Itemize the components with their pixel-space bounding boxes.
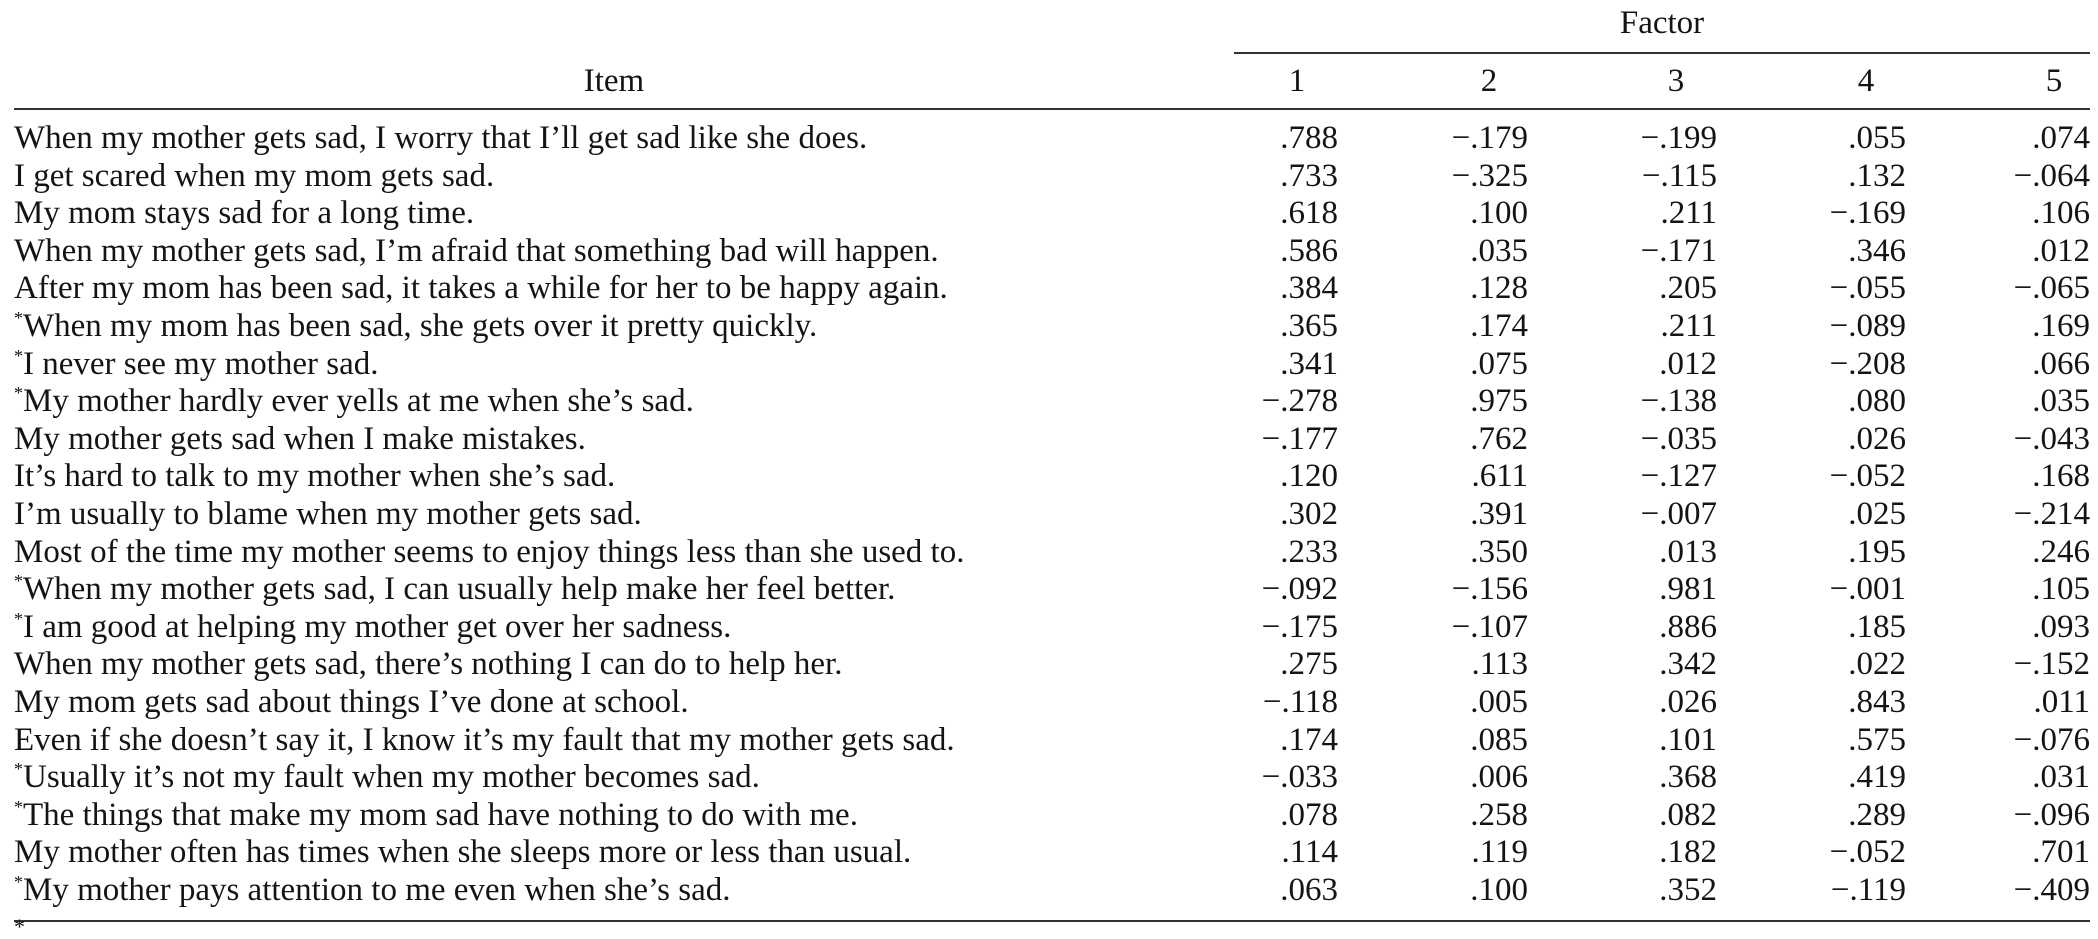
loading-factor-4: .195 xyxy=(1848,533,1906,570)
loading-factor-3: −.007 xyxy=(1640,495,1717,532)
item-text xyxy=(14,270,948,308)
loading-factor-4: .026 xyxy=(1848,420,1906,457)
item-text xyxy=(14,195,474,233)
loading-factor-2: .005 xyxy=(1470,683,1528,720)
loading-factor-4: .055 xyxy=(1848,120,1906,156)
reverse-scored-mark: * xyxy=(14,383,23,404)
item-label: When my mother gets sad, I can usually help make her feel better. xyxy=(23,571,896,608)
loading-factor-1: .788 xyxy=(1280,120,1338,156)
loading-factor-5: −.214 xyxy=(2013,495,2090,532)
item-text xyxy=(14,383,694,421)
loading-factor-5: .031 xyxy=(2032,759,2090,796)
loading-factor-4: .025 xyxy=(1848,495,1906,532)
loading-factor-4: −.055 xyxy=(1829,270,1906,307)
loading-factor-3: −.127 xyxy=(1640,458,1717,495)
loading-factor-3: .981 xyxy=(1659,571,1717,608)
item-label: Usually it’s not my fault when my mother becomes sad. xyxy=(23,759,760,796)
loading-factor-4: .132 xyxy=(1848,157,1906,194)
loading-factor-3: .342 xyxy=(1659,646,1717,683)
reverse-scored-mark: * xyxy=(14,571,23,592)
item-label: When my mother gets sad, I worry that I’ll get sad like she does. xyxy=(14,120,868,156)
loading-factor-4: .022 xyxy=(1848,646,1906,683)
table-row xyxy=(14,496,2090,534)
loading-factor-5: −.076 xyxy=(2013,721,2090,758)
loading-factor-1: .275 xyxy=(1280,646,1338,683)
item-label: When my mother gets sad, there’s nothing I can do to help her. xyxy=(14,646,843,683)
table-row xyxy=(14,346,2090,384)
loading-factor-5: −.043 xyxy=(2013,420,2090,457)
loading-factor-3: .352 xyxy=(1659,871,1717,908)
loading-factor-1: −.118 xyxy=(1262,683,1338,720)
loading-factor-1: .120 xyxy=(1280,458,1338,495)
loading-factor-1: .078 xyxy=(1280,796,1338,833)
loading-factor-4: −.119 xyxy=(1830,871,1906,908)
loading-factor-5: −.064 xyxy=(2013,157,2090,194)
item-text xyxy=(14,684,689,722)
item-label: My mom gets sad about things I’ve done at school. xyxy=(14,683,689,720)
loading-factor-1: −.177 xyxy=(1261,420,1338,457)
loading-factor-4: −.208 xyxy=(1829,345,1906,382)
table-row xyxy=(14,270,2090,308)
loading-factor-1: .302 xyxy=(1280,495,1338,532)
reverse-scored-mark: * xyxy=(14,759,23,780)
loading-factor-5: .701 xyxy=(2032,834,2090,871)
loading-factor-3: −.138 xyxy=(1640,383,1717,420)
loading-factor-4: −.052 xyxy=(1829,458,1906,495)
loading-factor-3: −.115 xyxy=(1641,157,1717,194)
loading-factor-2: .113 xyxy=(1471,646,1528,683)
loading-factor-4: −.169 xyxy=(1829,195,1906,232)
loading-factor-5: −.409 xyxy=(2013,871,2090,908)
table-row xyxy=(14,158,2090,196)
item-header: Item xyxy=(583,63,645,99)
table-row xyxy=(14,722,2090,760)
item-text xyxy=(14,308,817,346)
factor-number-1: 1 xyxy=(1288,63,1306,99)
loading-factor-2: −.325 xyxy=(1451,157,1528,194)
item-label: When my mom has been sad, she gets over it pretty quickly. xyxy=(23,307,818,344)
item-label: My mother pays attention to me even when she’s sad. xyxy=(23,871,731,908)
item-label: I never see my mother sad. xyxy=(23,345,379,382)
header-row xyxy=(14,56,2090,106)
item-text xyxy=(14,722,955,760)
factor-number-2: 2 xyxy=(1480,63,1498,99)
reverse-scored-mark: * xyxy=(14,608,23,629)
table-row xyxy=(14,609,2090,647)
item-text xyxy=(14,609,731,647)
loading-factor-5: .105 xyxy=(2032,571,2090,608)
loading-factor-3: .026 xyxy=(1659,683,1717,720)
loading-factor-5: −.065 xyxy=(2013,270,2090,307)
loading-factor-3: .211 xyxy=(1660,307,1717,344)
loading-factor-4: .185 xyxy=(1848,608,1906,645)
loading-factor-4: .843 xyxy=(1848,683,1906,720)
loading-factor-3: .101 xyxy=(1659,721,1717,758)
item-label: My mother often has times when she sleeps more or less than usual. xyxy=(14,834,912,871)
loading-factor-1: .618 xyxy=(1280,195,1338,232)
loading-factor-4: −.089 xyxy=(1829,307,1906,344)
loading-factor-3: .886 xyxy=(1659,608,1717,645)
item-text xyxy=(14,346,379,384)
reverse-scored-mark: * xyxy=(14,345,23,366)
item-text xyxy=(14,233,939,271)
loading-factor-2: .128 xyxy=(1470,270,1528,307)
loading-factor-2: .391 xyxy=(1470,495,1528,532)
loading-factor-5: .035 xyxy=(2032,383,2090,420)
loading-factor-1: −.033 xyxy=(1261,759,1338,796)
table-row xyxy=(14,797,2090,835)
factor-number-4: 4 xyxy=(1857,63,1875,99)
loading-factor-2: .611 xyxy=(1471,458,1528,495)
table-row xyxy=(14,571,2090,609)
table-row xyxy=(14,458,2090,496)
loading-factor-2: .258 xyxy=(1470,796,1528,833)
loading-factor-2: .119 xyxy=(1471,834,1528,871)
loading-factor-1: −.175 xyxy=(1261,608,1338,645)
table-row xyxy=(14,308,2090,346)
loading-factor-4: .289 xyxy=(1848,796,1906,833)
loading-factor-2: .100 xyxy=(1470,871,1528,908)
item-text xyxy=(14,534,964,572)
loading-factor-4: .346 xyxy=(1848,232,1906,269)
loading-factor-4: −.001 xyxy=(1829,571,1906,608)
loading-factor-2: −.179 xyxy=(1451,120,1528,156)
loading-factor-5: .011 xyxy=(2033,683,2090,720)
item-label: Even if she doesn’t say it, I know it’s my fault that my mother gets sad. xyxy=(14,721,955,758)
loading-factor-1: .365 xyxy=(1280,307,1338,344)
loading-factor-1: .233 xyxy=(1280,533,1338,570)
item-label: When my mother gets sad, I’m afraid that something bad will happen. xyxy=(14,232,939,269)
item-label: I’m usually to blame when my mother gets sad. xyxy=(14,495,642,532)
loading-factor-5: −.152 xyxy=(2013,646,2090,683)
table-row xyxy=(14,646,2090,684)
loading-factor-4: .080 xyxy=(1848,383,1906,420)
loading-factor-3: .368 xyxy=(1659,759,1717,796)
loading-factor-4: .575 xyxy=(1848,721,1906,758)
loading-factor-2: −.107 xyxy=(1451,608,1528,645)
loading-factor-5: .012 xyxy=(2032,232,2090,269)
loading-factor-1: .341 xyxy=(1280,345,1338,382)
footnote-mark: * xyxy=(14,914,25,939)
item-label: My mom stays sad for a long time. xyxy=(14,195,475,232)
loading-factor-3: .082 xyxy=(1659,796,1717,833)
loading-factor-2: .975 xyxy=(1470,383,1528,420)
factor-header-rule xyxy=(1234,52,2090,54)
item-label: My mother gets sad when I make mistakes. xyxy=(14,420,586,457)
item-text xyxy=(14,421,586,459)
loading-factor-2: .006 xyxy=(1470,759,1528,796)
loading-factor-3: −.171 xyxy=(1640,232,1717,269)
factor-number-5: 5 xyxy=(2045,63,2063,99)
factor-header: Factor xyxy=(1619,5,1705,41)
table-row xyxy=(14,759,2090,797)
table-row xyxy=(14,834,2090,872)
item-label: I get scared when my mom gets sad. xyxy=(14,157,495,194)
loading-factor-2: .350 xyxy=(1470,533,1528,570)
loading-factor-1: −.092 xyxy=(1261,571,1338,608)
table-row xyxy=(14,383,2090,421)
loading-factor-2: .762 xyxy=(1470,420,1528,457)
loading-factor-3: .013 xyxy=(1659,533,1717,570)
loading-factor-2: .075 xyxy=(1470,345,1528,382)
loading-factor-1: .586 xyxy=(1280,232,1338,269)
loading-factor-2: .100 xyxy=(1470,195,1528,232)
item-label: The things that make my mom sad have nothing to do with me. xyxy=(23,796,858,833)
table-row xyxy=(14,233,2090,271)
loading-factor-4: .419 xyxy=(1848,759,1906,796)
bottom-rule xyxy=(14,920,2090,922)
loading-factor-3: −.199 xyxy=(1640,120,1717,156)
item-label: Most of the time my mother seems to enjoy things less than she used to. xyxy=(14,533,965,570)
item-text xyxy=(14,872,731,910)
item-text xyxy=(14,571,895,609)
loading-factor-1: .384 xyxy=(1280,270,1338,307)
loading-factor-5: .106 xyxy=(2032,195,2090,232)
item-text xyxy=(14,158,494,196)
item-label: I am good at helping my mother get over her sadness. xyxy=(23,608,732,645)
loading-factor-4: −.052 xyxy=(1829,834,1906,871)
item-label: It’s hard to talk to my mother when she’s sad. xyxy=(14,458,616,495)
loading-factor-1: .733 xyxy=(1280,157,1338,194)
loading-factor-2: −.156 xyxy=(1451,571,1528,608)
loading-factor-2: .174 xyxy=(1470,307,1528,344)
loading-factor-5: .169 xyxy=(2032,307,2090,344)
item-text xyxy=(14,120,867,158)
loading-factor-5: .066 xyxy=(2032,345,2090,382)
table-row xyxy=(14,872,2090,910)
loading-factor-1: −.278 xyxy=(1261,383,1338,420)
loading-factor-1: .063 xyxy=(1280,871,1338,908)
table-row xyxy=(14,421,2090,459)
item-text xyxy=(14,834,911,872)
loading-factor-5: .074 xyxy=(2032,120,2090,156)
table-body xyxy=(14,120,2090,909)
loading-factor-3: .182 xyxy=(1659,834,1717,871)
table-row xyxy=(14,120,2090,158)
reverse-scored-mark: * xyxy=(14,307,23,328)
header-rule xyxy=(14,108,2090,110)
item-text xyxy=(14,797,858,835)
loading-factor-5: .246 xyxy=(2032,533,2090,570)
table-row xyxy=(14,195,2090,233)
loading-factor-5: .168 xyxy=(2032,458,2090,495)
item-label: My mother hardly ever yells at me when she’s sad. xyxy=(23,383,694,420)
item-text xyxy=(14,496,642,534)
loading-factor-5: −.096 xyxy=(2013,796,2090,833)
loading-factor-5: .093 xyxy=(2032,608,2090,645)
table-row xyxy=(14,684,2090,722)
loading-factor-3: −.035 xyxy=(1640,420,1717,457)
item-label: After my mom has been sad, it takes a while for her to be happy again. xyxy=(14,270,948,307)
loading-factor-3: .205 xyxy=(1659,270,1717,307)
loading-factor-2: .035 xyxy=(1470,232,1528,269)
loading-factor-2: .085 xyxy=(1470,721,1528,758)
item-text xyxy=(14,759,760,797)
table-row xyxy=(14,534,2090,572)
reverse-scored-mark: * xyxy=(14,871,23,892)
loading-factor-3: .012 xyxy=(1659,345,1717,382)
loading-factor-1: .174 xyxy=(1280,721,1338,758)
loading-factor-1: .114 xyxy=(1281,834,1338,871)
loading-factor-3: .211 xyxy=(1660,195,1717,232)
reverse-scored-mark: * xyxy=(14,796,23,817)
item-text xyxy=(14,458,615,496)
item-text xyxy=(14,646,842,684)
factor-number-3: 3 xyxy=(1667,63,1685,99)
